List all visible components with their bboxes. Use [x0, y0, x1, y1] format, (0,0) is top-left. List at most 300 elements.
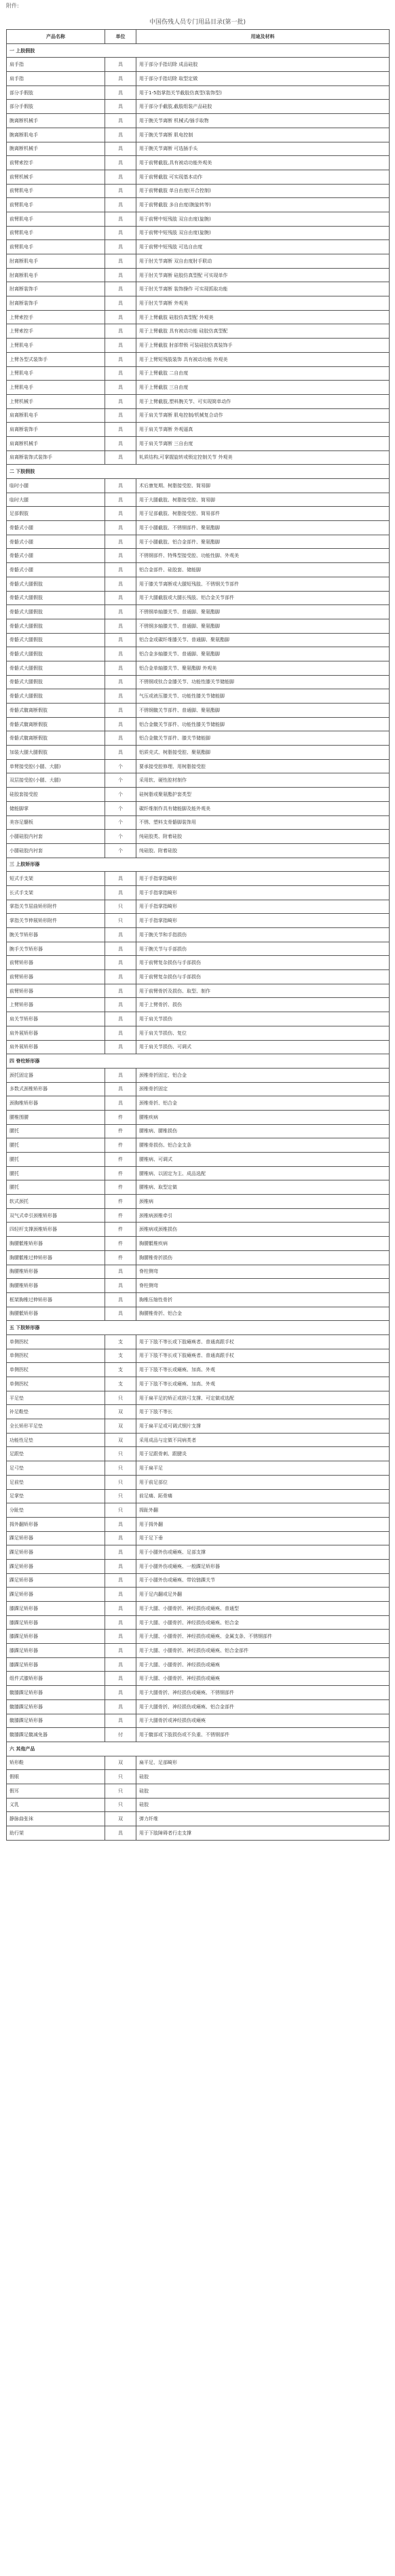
unit-cell: 件 [105, 1237, 136, 1251]
usage-cell: 用于前臂截肢 单自由度(开合控制) [136, 184, 390, 198]
unit-cell: 具 [105, 381, 136, 395]
product-name-cell: 长式手支架 [7, 885, 105, 900]
unit-cell: 具 [105, 1040, 136, 1054]
unit-cell: 具 [105, 339, 136, 353]
unit-cell: 具 [105, 746, 136, 760]
table-row [7, 801, 390, 815]
usage-cell: 用于腕关节离断 肌电控制 [136, 128, 390, 142]
usage-cell: 采用成品与定做不同病类者 [136, 1433, 390, 1447]
product-name-cell: 膝踝足矫形器 [7, 1657, 105, 1672]
table-row [7, 1040, 390, 1054]
usage-cell: 用于小腿外伤或瘫痪、足部支撑 [136, 1545, 390, 1560]
product-name-cell: 踝足矫形器 [7, 1545, 105, 1560]
usage-cell: 铝合金髋关节部件、功能性膝关节储能脚 [136, 717, 390, 731]
table-row [7, 717, 390, 731]
usage-cell: 用于足下垂 [136, 1531, 390, 1545]
unit-cell: 具 [105, 675, 136, 689]
unit-cell: 具 [105, 352, 136, 366]
unit-cell: 支 [105, 1363, 136, 1377]
table-row [7, 450, 390, 465]
usage-cell: 用于前臂截肢 多自由度(腕旋转等) [136, 198, 390, 212]
product-name-cell: 前臂索控手 [7, 156, 105, 170]
product-name-cell: 功能性足垫 [7, 1433, 105, 1447]
product-name-cell: 拇外翻矫形器 [7, 1517, 105, 1531]
usage-cell: 铝合金单轴膝关节、聚氨酯脚 外观美 [136, 661, 390, 675]
unit-cell: 具 [105, 633, 136, 647]
usage-cell: 用于扁平足或可调式钢片支撑 [136, 1419, 390, 1434]
table-row [7, 1812, 390, 1826]
table-row [7, 128, 390, 142]
usage-cell: 用于大腿骨折、神经损伤或瘫痪、不锈钢部件 [136, 1686, 390, 1700]
unit-cell: 具 [105, 142, 136, 156]
table-row [7, 296, 390, 311]
unit-cell: 具 [105, 1672, 136, 1686]
usage-cell: 不锈钢部件、特殊型接受腔、功能性脚、外观美 [136, 549, 390, 563]
usage-cell: 用于下肢障碍者行走支撑 [136, 1826, 390, 1841]
product-name-cell: 短式手支架 [7, 872, 105, 886]
table-row [7, 1124, 390, 1138]
unit-cell: 具 [105, 296, 136, 311]
product-name-cell: 上臂肌电手 [7, 381, 105, 395]
usage-cell: 用于腕关节与手部损伤 [136, 942, 390, 956]
unit-cell: 个 [105, 830, 136, 844]
usage-cell: 要承接受腔修理、用树脂接受腔 [136, 759, 390, 773]
product-name-cell: 上臂矫形器 [7, 998, 105, 1012]
unit-cell: 个 [105, 815, 136, 830]
product-name-cell: 多数式颈椎矫形器 [7, 1082, 105, 1096]
unit-cell: 具 [105, 184, 136, 198]
table-row [7, 689, 390, 704]
table-row [7, 1180, 390, 1195]
usage-cell: 用于小腿截肢、不锈钢部件、聚氨酯脚 [136, 521, 390, 535]
table-row [7, 577, 390, 591]
table-body [7, 43, 390, 1840]
unit-cell: 具 [105, 1517, 136, 1531]
table-row [7, 661, 390, 675]
usage-cell: 用于肘关节离断 双自由度肘手联动 [136, 254, 390, 269]
usage-cell: 用于大腿、小腿骨折、神经损伤或瘫痪、普通型 [136, 1602, 390, 1616]
usage-cell: 用于部分手截肢,截肢组装产品硅胶 [136, 100, 390, 114]
product-name-cell: 上臂肌电手 [7, 366, 105, 381]
unit-cell: 具 [105, 577, 136, 591]
table-row [7, 942, 390, 956]
unit-cell: 具 [105, 156, 136, 170]
unit-cell: 个 [105, 801, 136, 815]
unit-cell: 只 [105, 1503, 136, 1518]
product-name-cell: 肩离断装饰手 [7, 423, 105, 437]
usage-cell: 用于肩关节损伤 [136, 1012, 390, 1026]
table-row [7, 1419, 390, 1434]
usage-cell: 腰椎病、可调式 [136, 1153, 390, 1167]
unit-cell: 具 [105, 1279, 136, 1293]
table-row [7, 788, 390, 802]
usage-cell: 用于上臂截肢,塑料腕关节、可实现简单动作 [136, 394, 390, 408]
product-name-cell: 假耳 [7, 1784, 105, 1798]
unit-cell: 具 [105, 1026, 136, 1040]
table-row [7, 156, 390, 170]
table-row [7, 1363, 390, 1377]
product-name-cell: 足掌垫 [7, 1489, 105, 1503]
section-row [7, 1321, 390, 1335]
table-row [7, 282, 390, 296]
usage-cell: 用于上臂截肢 硅胶仿真型配 外观美 [136, 310, 390, 324]
unit-cell: 具 [105, 1012, 136, 1026]
unit-cell: 具 [105, 549, 136, 563]
product-name-cell: 肩外展矫形器 [7, 1026, 105, 1040]
unit-cell: 个 [105, 759, 136, 773]
table-row [7, 1292, 390, 1307]
unit-cell: 具 [105, 1714, 136, 1728]
product-name-cell: 膝踝足矫形器 [7, 1602, 105, 1616]
product-name-cell: 骨骼式髋离断假肢 [7, 717, 105, 731]
product-name-cell: 腕离断肌电手 [7, 128, 105, 142]
table-row [7, 339, 390, 353]
usage-cell: 用于扁平足的矫正或拱弓支撑、可定做或选配 [136, 1391, 390, 1405]
unit-cell: 具 [105, 114, 136, 128]
unit-cell: 具 [105, 1096, 136, 1111]
unit-cell: 具 [105, 970, 136, 984]
product-name-cell: 髋膝踝足矫形器 [7, 1686, 105, 1700]
usage-cell: 用于大腿骨折、神经损伤或瘫痪、铝合金部件 [136, 1699, 390, 1714]
usage-cell: 用于上臂骨折、损伤 [136, 998, 390, 1012]
unit-cell: 具 [105, 605, 136, 619]
table-row [7, 1672, 390, 1686]
product-name-cell: 肩离断机械手 [7, 436, 105, 450]
product-name-cell: 四轻杆支撑颈椎矫形器 [7, 1223, 105, 1237]
unit-cell: 具 [105, 956, 136, 970]
usage-cell: 用于小腿外伤或瘫痪、带铰链踝关节 [136, 1573, 390, 1588]
unit-cell: 支 [105, 1334, 136, 1349]
product-name-cell: 腰托 [7, 1180, 105, 1195]
unit-cell: 具 [105, 58, 136, 72]
usage-cell: 铝质壳式、树脂接受腔、聚氨酯脚 [136, 746, 390, 760]
unit-cell: 具 [105, 366, 136, 381]
table-row [7, 493, 390, 507]
unit-cell: 具 [105, 212, 136, 226]
table-row [7, 226, 390, 240]
unit-cell: 双 [105, 1419, 136, 1434]
unit-cell: 只 [105, 914, 136, 928]
product-name-cell: 髋膝踝足矫形器 [7, 1699, 105, 1714]
product-name-cell: 骨骼式大腿假肢 [7, 647, 105, 661]
unit-cell: 支 [105, 1349, 136, 1363]
table-row [7, 1630, 390, 1644]
unit-cell: 具 [105, 647, 136, 661]
product-name-cell: 骨骼式小腿 [7, 563, 105, 577]
table-row [7, 507, 390, 521]
unit-cell: 具 [105, 998, 136, 1012]
product-name-cell: 双层接受腔(小腿、大腿) [7, 773, 105, 788]
table-row [7, 1096, 390, 1111]
unit-cell: 具 [105, 170, 136, 184]
usage-cell: 颈椎病颈椎牵引 [136, 1208, 390, 1223]
usage-cell: 铝合金多轴膝关节、普通脚、聚氨酯脚 [136, 647, 390, 661]
table-row [7, 1489, 390, 1503]
usage-cell: 腰椎病、腰椎损伤 [136, 1124, 390, 1138]
unit-cell: 具 [105, 1826, 136, 1841]
product-name-cell: 全长矫形平足垫 [7, 1419, 105, 1434]
unit-cell: 件 [105, 1110, 136, 1124]
product-name-cell: 假眼 [7, 1770, 105, 1784]
product-name-cell: 骨骼式髋离断假肢 [7, 704, 105, 718]
table-row [7, 72, 390, 86]
table-row [7, 647, 390, 661]
unit-cell: 双 [105, 1812, 136, 1826]
usage-cell: 用于手指掌指畸形 [136, 914, 390, 928]
unit-cell: 具 [105, 731, 136, 746]
product-name-cell: 踝足矫形器 [7, 1531, 105, 1545]
section-title: 五 下肢矫形器 [7, 1321, 390, 1335]
table-row [7, 1349, 390, 1363]
catalog-table [6, 29, 390, 1841]
table-row [7, 675, 390, 689]
product-name-cell: 腕手关节矫形器 [7, 942, 105, 956]
product-name-cell: 储能脚掌 [7, 801, 105, 815]
unit-cell: 只 [105, 1447, 136, 1461]
table-row [7, 1686, 390, 1700]
usage-cell: 用于大腿截肢、树脂接受腔、简易脚 [136, 493, 390, 507]
product-name-cell: 前臂矫形器 [7, 984, 105, 998]
section-row [7, 858, 390, 872]
usage-cell: 腰椎病、取型定做 [136, 1180, 390, 1195]
usage-cell: 脊柱侧弯 [136, 1279, 390, 1293]
table-row [7, 1377, 390, 1391]
unit-cell: 具 [105, 198, 136, 212]
usage-cell: 用于膝关节离断或大腿短残肢、不锈钢关节部件 [136, 577, 390, 591]
unit-cell: 具 [105, 984, 136, 998]
unit-cell: 只 [105, 1798, 136, 1812]
unit-cell: 件 [105, 1180, 136, 1195]
product-name-cell: 分趾垫 [7, 1503, 105, 1518]
usage-cell: 用于手指掌指畸形 [136, 900, 390, 914]
section-row [7, 1742, 390, 1756]
table-row [7, 142, 390, 156]
table-row [7, 310, 390, 324]
table-row [7, 970, 390, 984]
table-row [7, 1517, 390, 1531]
table-row [7, 605, 390, 619]
table-row [7, 1237, 390, 1251]
unit-cell: 具 [105, 226, 136, 240]
product-name-cell: 足前垫 [7, 1475, 105, 1489]
unit-cell: 具 [105, 1068, 136, 1082]
unit-cell: 具 [105, 872, 136, 886]
product-name-cell: 美容足髓板 [7, 815, 105, 830]
table-row [7, 381, 390, 395]
section-row [7, 1054, 390, 1069]
page-title: 中国伤残人员专门用品目录(第一批) [149, 19, 246, 26]
attachment-note: 附件: [6, 3, 19, 9]
product-name-cell: 矫形鞋 [7, 1756, 105, 1770]
table-row [7, 815, 390, 830]
unit-cell: 件 [105, 1250, 136, 1265]
usage-cell: 腰椎骨损伤、铝合金支条 [136, 1138, 390, 1153]
table-row [7, 885, 390, 900]
table-row [7, 198, 390, 212]
unit-cell: 只 [105, 900, 136, 914]
product-name-cell: 腰椎围腰 [7, 1110, 105, 1124]
unit-cell: 只 [105, 1461, 136, 1476]
usage-cell: 脊柱侧弯 [136, 1265, 390, 1279]
usage-cell: 用于部分手指切除 取型定做 [136, 72, 390, 86]
table-row [7, 1699, 390, 1714]
usage-cell: 用于大腿、小腿骨折、神经损伤或瘫痪 [136, 1672, 390, 1686]
table-row [7, 1644, 390, 1658]
unit-cell: 只 [105, 1391, 136, 1405]
product-name-cell: 前臂肌电手 [7, 226, 105, 240]
usage-cell: 不锈、塑料支骨骼脚装饰用 [136, 815, 390, 830]
unit-cell: 只 [105, 1784, 136, 1798]
usage-cell: 用于前足部位 [136, 1475, 390, 1489]
unit-cell: 具 [105, 408, 136, 423]
unit-cell: 双 [105, 1405, 136, 1419]
product-name-cell: 补足鞋垫 [7, 1405, 105, 1419]
unit-cell: 具 [105, 479, 136, 493]
section-row [7, 465, 390, 479]
product-name-cell: 足弓垫 [7, 1461, 105, 1476]
unit-cell: 具 [105, 535, 136, 549]
product-name-cell: 骨骼式大腿假肢 [7, 675, 105, 689]
table-row [7, 1826, 390, 1841]
unit-cell: 具 [105, 85, 136, 100]
unit-cell: 具 [105, 619, 136, 633]
product-name-cell: 腰托 [7, 1138, 105, 1153]
product-name-cell: 上臂索控手 [7, 310, 105, 324]
header-usage-material: 用途及材料 [136, 30, 390, 44]
table-row [7, 1531, 390, 1545]
unit-cell: 具 [105, 704, 136, 718]
unit-cell: 具 [105, 1082, 136, 1096]
table-row [7, 240, 390, 254]
unit-cell: 具 [105, 72, 136, 86]
table-row [7, 352, 390, 366]
unit-cell: 只 [105, 1475, 136, 1489]
table-row [7, 984, 390, 998]
usage-cell: 纯硅胶、附着硅胶 [136, 843, 390, 858]
table-row [7, 1208, 390, 1223]
usage-cell: 用于上臂截肢 二自由度 [136, 366, 390, 381]
product-name-cell: 助行架 [7, 1826, 105, 1841]
unit-cell: 具 [105, 1615, 136, 1630]
table-row [7, 1195, 390, 1209]
product-name-cell: 骨骼式小腿 [7, 549, 105, 563]
usage-cell: 胸腰椎骨折损伤 [136, 1250, 390, 1265]
usage-cell: 用于足跟骨刺、跟腱炎 [136, 1447, 390, 1461]
usage-cell: 用于肘关节离断 硅胶仿真型配 可实现单作 [136, 268, 390, 282]
table-row [7, 1770, 390, 1784]
usage-cell: 用于上臂短残肢装饰 具有被动功能 外观美 [136, 352, 390, 366]
product-name-cell: 胸腰骶椎过伸矫形器 [7, 1250, 105, 1265]
usage-cell: 用于前臂截肢 可实现基本动作 [136, 170, 390, 184]
usage-cell: 铝合金部件、硅胶套、储能脚 [136, 563, 390, 577]
usage-cell: 腰椎疾病 [136, 1110, 390, 1124]
section-title: 四 脊柱矫形器 [7, 1054, 390, 1069]
product-name-cell: 单侧拐杖 [7, 1377, 105, 1391]
unit-cell: 具 [105, 1630, 136, 1644]
table-row [7, 1503, 390, 1518]
usage-cell: 用于肘关节离断 装饰操作 可实现抓取功能 [136, 282, 390, 296]
usage-cell: 用于大腿、小腿骨折、神经损伤或瘫痪、金属支条、不锈钢部件 [136, 1630, 390, 1644]
unit-cell: 具 [105, 394, 136, 408]
usage-cell: 用于肩关节离断 肌电控制/机械复合动作 [136, 408, 390, 423]
table-row [7, 900, 390, 914]
table-row [7, 100, 390, 114]
usage-cell: 不锈钢或钛合金膝关节、功能性膝关节储能脚 [136, 675, 390, 689]
product-name-cell: 骨骼式大腿假肢 [7, 633, 105, 647]
table-row [7, 1307, 390, 1321]
unit-cell: 具 [105, 128, 136, 142]
usage-cell: 硅胶 [136, 1770, 390, 1784]
table-row [7, 1012, 390, 1026]
usage-cell: 用于肩关节离断 三自由度 [136, 436, 390, 450]
usage-cell: 拇趾外翻 [136, 1503, 390, 1518]
table-row [7, 1334, 390, 1349]
table-row [7, 1279, 390, 1293]
unit-cell: 具 [105, 661, 136, 675]
table-row [7, 1798, 390, 1812]
product-name-cell: 胸腰椎矫形器 [7, 1265, 105, 1279]
usage-cell: 轧质结构,可掌握旋转或锁定控制关节 外观美 [136, 450, 390, 465]
unit-cell: 具 [105, 885, 136, 900]
usage-cell: 采用软、硬性腔材制作 [136, 773, 390, 788]
unit-cell: 具 [105, 240, 136, 254]
unit-cell: 具 [105, 1686, 136, 1700]
usage-cell: 颈椎骨折固定、铝合金 [136, 1068, 390, 1082]
table-row [7, 212, 390, 226]
product-name-cell: 肩外展矫形器 [7, 1040, 105, 1054]
product-name-cell: 髋膝踝足矫形器 [7, 1714, 105, 1728]
product-name-cell: 硅胶套接受腔 [7, 788, 105, 802]
unit-cell: 具 [105, 563, 136, 577]
table-row [7, 479, 390, 493]
product-name-cell: 肩离断肌电手 [7, 408, 105, 423]
product-name-cell: 腰托 [7, 1153, 105, 1167]
table-row [7, 394, 390, 408]
usage-cell: 用于足内翻或足外翻 [136, 1588, 390, 1602]
unit-cell: 具 [105, 100, 136, 114]
usage-cell: 用于肩关节离断 外观逼真 [136, 423, 390, 437]
usage-cell: 胸椎压缩性骨折 [136, 1292, 390, 1307]
usage-cell: 用于下肢不等长 [136, 1405, 390, 1419]
table-row [7, 1026, 390, 1040]
usage-cell: 用于下肢不等长或下肢瘫痪者、普通高跟手杖 [136, 1334, 390, 1349]
usage-cell: 用于拇外翻 [136, 1517, 390, 1531]
unit-cell: 件 [105, 1223, 136, 1237]
product-name-cell: 胸腰骶矫形器 [7, 1307, 105, 1321]
table-row [7, 1728, 390, 1742]
unit-cell: 具 [105, 1265, 136, 1279]
product-name-cell: 框架胸椎过伸矫形器 [7, 1292, 105, 1307]
unit-cell: 件 [105, 1195, 136, 1209]
product-name-cell: 单侧拐杖 [7, 1349, 105, 1363]
product-name-cell: 肩离断装饰式装饰手 [7, 450, 105, 465]
table-header-row [7, 30, 390, 44]
table-row [7, 1588, 390, 1602]
usage-cell: 用于小腿外伤或瘫痪、一般踝足矫形器 [136, 1559, 390, 1573]
product-name-cell: 膝踝足矫形器 [7, 1644, 105, 1658]
product-name-cell: 前臂矫形器 [7, 956, 105, 970]
product-name-cell: 肩手指 [7, 58, 105, 72]
unit-cell: 只 [105, 1489, 136, 1503]
usage-cell: 用于上臂截肢 三自由度 [136, 381, 390, 395]
table-row [7, 1223, 390, 1237]
product-name-cell: 单侧拐杖 [7, 1363, 105, 1377]
product-name-cell: 上臂索控手 [7, 324, 105, 339]
unit-cell: 具 [105, 1292, 136, 1307]
product-name-cell: 踝足矫形器 [7, 1559, 105, 1573]
unit-cell: 件 [105, 1153, 136, 1167]
product-name-cell: 部分手假肢 [7, 85, 105, 100]
